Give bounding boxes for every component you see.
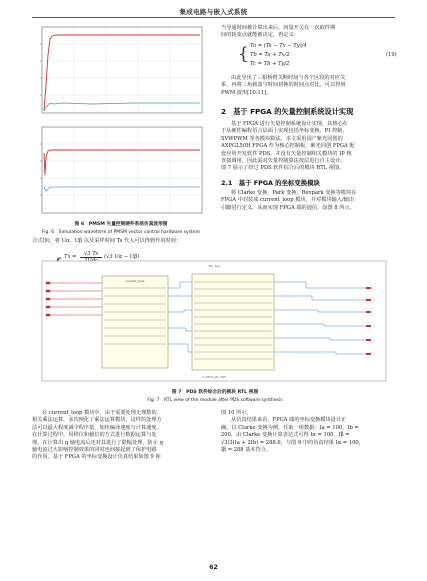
right-para2-line: PWM 波形[10-11]。 bbox=[221, 89, 272, 96]
left-intro-text: 合式(9)，将 Uα、Uβ 以及采样时间 Ts 代入可以得到作用时间： bbox=[32, 238, 182, 244]
eq18-line1-lhs: Tx = bbox=[64, 254, 77, 260]
right-para3-line: 套应用开发软件 PDS，并没有矢量控制相关模块的 IP 核 bbox=[221, 150, 352, 157]
rtl-output-pin bbox=[366, 339, 371, 341]
bottom-left-line: 在 current_loop 模块中，由于需要处理无理数的 bbox=[42, 410, 157, 416]
right-para1-line: 间的转变点就能被决定，再定义： bbox=[221, 32, 299, 39]
bottom-left-text bbox=[32, 410, 216, 462]
rtl-output-pin bbox=[366, 299, 371, 301]
eq18-line1-num: √3 Ts bbox=[80, 251, 102, 258]
right-para3-line: AXPGL50H FPGA 作为核心控制板，紫光同创 FPGA 配 bbox=[221, 143, 355, 150]
rtl-block-left bbox=[102, 276, 168, 368]
right-para2-line: 系，再将三角载波与时间切换的时间点对比，可以得到 bbox=[221, 82, 346, 89]
rtl-top-label: Top_top bbox=[208, 264, 220, 268]
rtl-bottom-label: 1_SECO_PL_50F bbox=[202, 375, 226, 379]
figure6-waveforms bbox=[32, 25, 208, 220]
rtl-block-center bbox=[192, 274, 274, 370]
bottom-right-line: 200，由 Clarke 变换计算表达式可得 Iα = 100，Iβ = bbox=[221, 432, 350, 439]
right-para2 bbox=[221, 75, 401, 97]
subsection-2-1-title: 2.1 基于 FPGA 的坐标变换模块 bbox=[221, 179, 320, 187]
waveform-plot-top bbox=[40, 27, 202, 113]
right-para1 bbox=[221, 25, 401, 40]
figure7-caption-cn: 图 7 PDS 软件综合后的模块 RTL 视图 bbox=[171, 390, 259, 395]
right-para3-line: 直接调用，因此需对矢量控制算法按层进行自主设计。 bbox=[221, 158, 346, 165]
bottom-right-line: 从仿真结果来看，FPGA 端的坐标变换模块设计正 bbox=[231, 417, 347, 424]
rtl-output-pin bbox=[366, 311, 371, 313]
bottom-right-text bbox=[221, 410, 401, 454]
rtl-block-left-label: current_loop bbox=[125, 279, 145, 283]
eq19-line2: Tb = Ta + Tx/2 bbox=[250, 52, 290, 58]
bottom-left-line: 的作用。基于 FPGA 的坐标变换设计仿真结果如图 9 和 bbox=[32, 454, 161, 461]
eq19-line1: Ta = (Ts − Tx − Ty)/4 bbox=[250, 43, 307, 49]
bottom-left-line: 法可以最大程度减少程序量，加快编译速度与计算速度。 bbox=[32, 424, 162, 431]
eq18-line1-tail: (√3 Uα − Uβ) bbox=[104, 254, 140, 260]
figure6-caption-cn: 图 6 PMSM 矢量控制硬件系统仿真波形图 bbox=[74, 222, 168, 227]
right-para3-line: 基于 FPGA 进行矢量控制系统设计实现，其核心在 bbox=[231, 121, 348, 127]
waveform-plot-bottom bbox=[40, 127, 202, 213]
bottom-left-line: 轴电流过大影响控制效果的同时也间接起到了保护电路 bbox=[32, 447, 157, 454]
right-para4-line: 引脚进行定义，从而实现 FPGA 端的通信，如图 8 所示。 bbox=[221, 204, 355, 211]
right-para3-line: SVWPWM 等各模块算法。本文采用国产紫光同创的 bbox=[221, 135, 343, 142]
eq19-line3: Tc = Tb + Ty/2 bbox=[250, 61, 290, 67]
rtl-input-pin bbox=[46, 314, 50, 316]
rtl-output-pin bbox=[366, 353, 371, 355]
right-para1-line: 当导通时间被计算出来后，间量开关在一次取样期 bbox=[221, 25, 336, 31]
equation-19 bbox=[238, 42, 403, 72]
header-rule bbox=[32, 17, 395, 18]
rtl-input-pin bbox=[46, 290, 50, 292]
right-para4 bbox=[221, 190, 401, 212]
rtl-input-pin bbox=[46, 306, 50, 308]
bottom-right-line: √3/3(Ia + 2Ib) = 288.6，与图 9 中的仿真结果 Iα = 100， bbox=[221, 439, 364, 446]
equation-brace: { bbox=[238, 44, 249, 64]
bottom-right-line: 图 10 所示。 bbox=[221, 410, 252, 416]
right-para3-line: 图 7 展示了经过 PDS 软件综合后的模块 RTL 视图。 bbox=[221, 165, 345, 172]
rtl-output-pin bbox=[366, 287, 371, 289]
right-para3 bbox=[221, 121, 401, 173]
right-para4-line: FPGA 中封装成 current_loop 模块，并对模块输入/输出 bbox=[221, 197, 355, 204]
figure6-caption-en: Fig. 6 Simulation waveform of PMSM vector control hardware system bbox=[42, 230, 200, 235]
rtl-output-pin bbox=[366, 325, 371, 327]
right-para4-line: 将 Clarke 变换、Park 变换、Revpark 变换等模块在 bbox=[231, 190, 357, 196]
bottom-right-line: 确。以 Clarke 变换为例，任取一组数据：Ia = 100，Ib = bbox=[221, 424, 359, 431]
rtl-input-pin bbox=[46, 282, 50, 284]
bottom-left-line: 理。在计算出 q 轴电流后还对其进行了限幅处理，防止 q bbox=[32, 439, 163, 446]
eq19-number: (19) bbox=[386, 52, 397, 58]
bottom-right-line: Iβ = 288 基本符合。 bbox=[221, 447, 272, 454]
figure7-rtl-view bbox=[36, 216, 392, 386]
page-number: 62 bbox=[209, 564, 218, 571]
section-2-title: 2 基于 FPGA 的矢量控制系统设计实现 bbox=[221, 107, 354, 116]
rtl-input-pin bbox=[46, 298, 50, 300]
bottom-left-line: 在计算过程中，用移位和截位的方式进行数据运算与处 bbox=[32, 432, 157, 439]
right-para3-line: 于从硬件编程语言层面上实现包括坐标变换、PI 控制、 bbox=[221, 128, 348, 135]
bottom-left-line: 相关乘法运算，多次例化了乘法运算模块，这样的处理方 bbox=[32, 417, 162, 424]
right-para2-line: 由此导出了三相桥臂关断时间与各个区段的对应关 bbox=[231, 75, 346, 81]
journal-header: 集成电路与嵌入式系统 bbox=[179, 8, 248, 16]
figure7-caption-en: Fig. 7 RTL view of the module after PDS software synthesis bbox=[147, 398, 283, 403]
